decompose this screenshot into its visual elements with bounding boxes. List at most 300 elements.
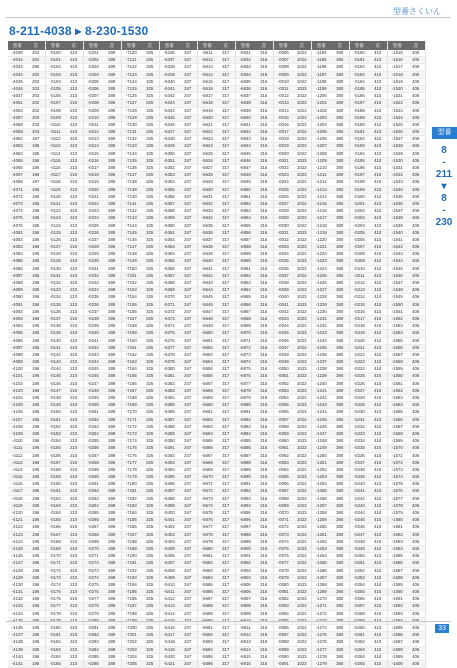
table-row	[46, 316, 83, 323]
page-ref: 406	[412, 165, 420, 170]
table-row	[274, 424, 311, 431]
table-row	[236, 560, 273, 567]
model-number: -5649	[201, 323, 213, 329]
table-row	[312, 79, 349, 86]
table-row	[84, 208, 121, 215]
page-ref: 316	[260, 308, 268, 314]
page-ref: 316	[260, 100, 268, 106]
model-number: -0172	[49, 567, 61, 573]
table-row	[84, 187, 121, 194]
page-ref: 196	[32, 660, 40, 666]
page-ref: 406	[412, 222, 420, 228]
page-ref: 210	[70, 272, 78, 278]
table-row	[274, 503, 311, 510]
page-ref: 196	[32, 553, 40, 559]
table-row	[350, 151, 387, 158]
model-number: -1248	[315, 438, 327, 444]
table-row	[388, 251, 425, 258]
table-row	[46, 215, 83, 222]
table-row	[84, 589, 121, 596]
table-row	[122, 237, 159, 244]
page-ref: 410	[374, 100, 382, 106]
table-row	[274, 352, 311, 359]
model-number: -0036	[277, 265, 289, 271]
table-row	[84, 194, 121, 201]
table-row	[160, 230, 197, 237]
page-ref: 317	[222, 589, 230, 595]
page-ref: 1023	[296, 639, 307, 645]
table-row	[236, 251, 273, 258]
page-ref: 289	[108, 57, 116, 63]
table-row	[8, 438, 45, 445]
page-ref: 380	[336, 85, 344, 91]
page-ref: 317	[222, 625, 230, 630]
column-header	[198, 41, 235, 50]
table-row	[122, 517, 159, 524]
page-ref: 210	[70, 337, 78, 343]
page-ref: 347	[184, 136, 192, 142]
model-number: -5342	[163, 93, 175, 99]
table-row	[350, 294, 387, 301]
model-number: -1207	[315, 143, 327, 149]
model-number: -0263	[353, 646, 365, 652]
model-number: -5656	[201, 373, 213, 379]
table-row	[8, 654, 45, 661]
page-ref: 380	[336, 200, 344, 206]
model-number: -5352	[163, 165, 175, 170]
model-number: -0277	[87, 596, 99, 602]
model-number: -5412	[163, 596, 175, 602]
page-ref: 347	[184, 524, 192, 530]
model-number: -6873	[239, 351, 251, 357]
table-row	[274, 194, 311, 201]
page-ref: 406	[412, 337, 420, 343]
page-ref: 347	[184, 438, 192, 444]
page-ref: 406	[412, 136, 420, 142]
page-ref: 347	[184, 50, 192, 55]
page-ref: 347	[184, 85, 192, 91]
table-row	[274, 179, 311, 186]
page-ref: 347	[184, 510, 192, 515]
model-number: -0138	[49, 323, 61, 329]
page-ref: 406	[412, 653, 420, 659]
model-number: -0206	[87, 85, 99, 91]
model-number: -0234	[87, 287, 99, 293]
table-row	[46, 79, 83, 86]
model-number: -6880	[239, 402, 251, 408]
table-row	[312, 359, 349, 366]
page-ref: 196	[32, 236, 40, 242]
page-ref: 380	[336, 466, 344, 472]
page-ref: 196	[32, 344, 40, 350]
table-row	[312, 460, 349, 467]
page-ref: 406	[412, 373, 420, 379]
table-row	[122, 258, 159, 265]
model-number: -5665	[201, 438, 213, 444]
model-number: -0216	[87, 157, 99, 163]
page-ref: 316	[260, 387, 268, 393]
model-number: -7178	[125, 466, 137, 472]
page-ref: 316	[260, 208, 268, 214]
model-number: -6856	[239, 229, 251, 235]
page-ref: 210	[70, 395, 78, 400]
page-ref: 347	[184, 165, 192, 170]
model-number: -5619	[201, 107, 213, 113]
table-row	[274, 417, 311, 424]
page-ref: 196	[32, 366, 40, 372]
model-number: -0166	[49, 524, 61, 530]
table-row	[160, 460, 197, 467]
table-row	[122, 273, 159, 280]
model-number: -7198	[125, 610, 137, 616]
page-ref: 196	[32, 244, 40, 250]
model-number: -5639	[201, 251, 213, 257]
table-row	[236, 654, 273, 661]
page-ref: 289	[108, 639, 116, 645]
page-ref: 347	[184, 251, 192, 257]
table-row	[46, 50, 83, 57]
table-row	[122, 100, 159, 107]
page-ref: 347	[184, 596, 192, 602]
page-ref: 325	[146, 315, 154, 321]
model-number: -0025	[277, 186, 289, 192]
page-ref: 380	[336, 567, 344, 573]
table-row	[8, 64, 45, 71]
model-number: -4139	[11, 646, 23, 652]
table-row	[274, 596, 311, 603]
table-row	[84, 661, 121, 668]
model-number: -1545	[391, 265, 403, 271]
table-row	[8, 151, 45, 158]
model-number: -0007	[277, 57, 289, 63]
model-number: -0177	[49, 603, 61, 609]
page-ref: 289	[108, 93, 116, 99]
page-ref: 289	[108, 567, 116, 573]
table-row	[312, 237, 349, 244]
table-row	[388, 460, 425, 467]
model-number: -0242	[353, 495, 365, 501]
table-row	[46, 431, 83, 438]
page-ref: 406	[412, 517, 420, 523]
page-ref: 317	[222, 229, 230, 235]
page-ref: 196	[32, 517, 40, 523]
model-number: -0233	[353, 430, 365, 436]
model-number: -5403	[163, 531, 175, 537]
model-number: -0127	[49, 244, 61, 250]
page-ref: 289	[108, 409, 116, 415]
model-number: -0039	[277, 287, 289, 293]
model-number: -4134	[11, 610, 23, 616]
model-number: -6845	[239, 150, 251, 156]
table-row	[350, 108, 387, 115]
table-row	[388, 57, 425, 64]
page-ref: 406	[412, 545, 420, 551]
model-number: -0121	[49, 200, 61, 206]
page-ref: 347	[184, 258, 192, 264]
model-number: -6903	[239, 567, 251, 573]
table-row	[46, 323, 83, 330]
model-number: -0072	[277, 524, 289, 530]
column-header-label: 型番	[126, 43, 136, 48]
table-row	[350, 244, 387, 251]
page-ref: 406	[412, 251, 420, 257]
page-ref: 1023	[296, 265, 307, 271]
page-ref: 347	[184, 553, 192, 559]
table-row	[84, 323, 121, 330]
model-number: -4140	[11, 653, 23, 659]
table-row	[236, 568, 273, 575]
model-number: -0251	[353, 560, 365, 566]
page-ref: 317	[222, 416, 230, 422]
table-row	[122, 488, 159, 495]
page-ref: 410	[374, 474, 382, 480]
model-number: -1562	[391, 387, 403, 393]
model-number: -0191	[353, 129, 365, 135]
page-ref: 317	[222, 208, 230, 214]
model-number: -6849	[239, 179, 251, 185]
model-number: -1258	[315, 510, 327, 515]
table-row	[198, 143, 235, 150]
page-ref: 347	[184, 150, 192, 156]
table-row	[198, 388, 235, 395]
model-number: -5374	[163, 323, 175, 329]
page-ref: 196	[32, 445, 40, 451]
table-row	[312, 625, 349, 632]
model-number: -5346	[163, 121, 175, 127]
page-ref: 316	[260, 524, 268, 530]
table-row	[350, 230, 387, 237]
table-row	[84, 524, 121, 531]
side-index-tab[interactable]: 型番	[432, 127, 457, 139]
model-number: -1581	[391, 524, 403, 530]
page-ref: 406	[412, 272, 420, 278]
model-number: -5654	[201, 359, 213, 365]
model-number: -0178	[49, 610, 61, 616]
table-row	[84, 108, 121, 115]
table-row	[236, 639, 273, 646]
model-number: -0129	[49, 258, 61, 264]
table-row	[122, 546, 159, 553]
page-ref: 347	[184, 567, 192, 573]
page-ref: 210	[70, 251, 78, 257]
table-row	[198, 417, 235, 424]
table-row	[122, 553, 159, 560]
side-range-line: 230	[435, 217, 453, 228]
table-row	[274, 223, 311, 230]
model-number: -1234	[315, 337, 327, 343]
model-number: -4102	[11, 380, 23, 386]
table-row	[312, 661, 349, 668]
model-number: -1264	[315, 553, 327, 559]
page-ref: 1023	[296, 402, 307, 408]
page-ref: 406	[412, 610, 420, 616]
table-row	[122, 136, 159, 143]
table-row	[84, 438, 121, 445]
table-row	[388, 467, 425, 474]
table-row	[8, 215, 45, 222]
table-row	[312, 467, 349, 474]
model-number: -7174	[125, 438, 137, 444]
table-row	[160, 323, 197, 330]
table-row	[8, 72, 45, 79]
page-ref: 196	[32, 603, 40, 609]
table-row	[236, 603, 273, 610]
page-ref: 1023	[296, 409, 307, 415]
page-ref: 316	[260, 589, 268, 595]
column-header-label: 頁	[223, 43, 228, 48]
page-ref: 406	[412, 294, 420, 300]
table-row	[274, 72, 311, 79]
page-ref: 210	[70, 524, 78, 530]
table-row	[350, 316, 387, 323]
page-ref: 1023	[296, 93, 307, 99]
page-ref: 316	[260, 229, 268, 235]
table-row	[8, 503, 45, 510]
table-row	[350, 431, 387, 438]
page-ref: 325	[146, 481, 154, 487]
model-number: -1247	[315, 430, 327, 436]
table-row	[46, 136, 83, 143]
model-number: -6888	[239, 459, 251, 465]
table-row	[122, 575, 159, 582]
table-row	[198, 481, 235, 488]
model-number: -0184	[49, 653, 61, 659]
table-row	[160, 539, 197, 546]
table-row	[198, 373, 235, 380]
model-number: -0124	[49, 222, 61, 228]
table-row	[122, 460, 159, 467]
model-number: -1219	[315, 229, 327, 235]
page-ref: 380	[336, 179, 344, 185]
page-ref: 406	[412, 632, 420, 638]
model-number: -6848	[239, 172, 251, 178]
page-ref: 380	[336, 545, 344, 551]
table-row	[160, 546, 197, 553]
model-number: -1579	[391, 510, 403, 515]
page-ref: 325	[146, 229, 154, 235]
page-ref: 380	[336, 78, 344, 84]
table-row	[160, 467, 197, 474]
model-number: -0263	[87, 495, 99, 501]
model-number: -1239	[315, 373, 327, 379]
page-ref: 347	[184, 632, 192, 638]
model-number: -0256	[353, 596, 365, 602]
table-row	[160, 409, 197, 416]
model-number: -4095	[11, 330, 23, 336]
page-ref: 289	[108, 646, 116, 652]
page-ref: 196	[32, 545, 40, 551]
model-number: -1591	[391, 596, 403, 602]
table-row	[8, 237, 45, 244]
table-row	[312, 208, 349, 215]
page-ref: 210	[70, 553, 78, 559]
model-number: -1549	[391, 294, 403, 300]
page-ref: 317	[222, 545, 230, 551]
page-ref: 316	[260, 459, 268, 465]
page-ref: 380	[336, 351, 344, 357]
page-ref: 317	[222, 344, 230, 350]
table-row	[312, 611, 349, 618]
page-ref: 1023	[296, 272, 307, 278]
table-row	[84, 496, 121, 503]
table-row	[388, 129, 425, 136]
table-row	[122, 409, 159, 416]
model-number: -0271	[87, 553, 99, 559]
table-row	[46, 237, 83, 244]
table-row	[198, 158, 235, 165]
table-row	[122, 172, 159, 179]
table-row	[274, 481, 311, 488]
table-row	[198, 431, 235, 438]
model-number: -1256	[315, 495, 327, 501]
page-ref: 380	[336, 416, 344, 422]
table-row	[8, 258, 45, 265]
model-number: -0109	[49, 114, 61, 120]
table-row	[122, 86, 159, 93]
table-row	[236, 488, 273, 495]
page-ref: 325	[146, 71, 154, 77]
model-number: -0199	[353, 186, 365, 192]
table-row	[84, 93, 121, 100]
table-row	[350, 251, 387, 258]
page-ref: 380	[336, 129, 344, 135]
column-header-label: 頁	[375, 43, 380, 48]
table-row	[198, 632, 235, 639]
model-number: -5622	[201, 129, 213, 135]
table-row	[8, 129, 45, 136]
page-ref: 325	[146, 200, 154, 206]
table-row	[274, 539, 311, 546]
table-row	[388, 373, 425, 380]
page-ref: 289	[108, 208, 116, 214]
table-row	[122, 309, 159, 316]
page-ref: 410	[374, 244, 382, 250]
model-number: -1228	[315, 294, 327, 300]
page-ref: 410	[374, 459, 382, 465]
model-number: -7132	[125, 136, 137, 142]
page-ref: 1023	[296, 107, 307, 113]
model-number: -0222	[353, 351, 365, 357]
model-number: -5373	[163, 315, 175, 321]
table-row	[8, 223, 45, 230]
table-row	[198, 179, 235, 186]
table-row	[8, 201, 45, 208]
model-number: -0128	[49, 251, 61, 257]
page-ref: 289	[108, 265, 116, 271]
page-ref: 210	[70, 459, 78, 465]
model-number: -1523	[391, 107, 403, 113]
table-row	[122, 568, 159, 575]
page-ref: 289	[108, 244, 116, 250]
model-number: -4081	[11, 229, 23, 235]
table-row	[274, 467, 311, 474]
model-number: -5611	[201, 50, 213, 55]
model-number: -7136	[125, 165, 137, 170]
model-number: -0232	[87, 272, 99, 278]
table-row	[350, 524, 387, 531]
page-ref: 1023	[296, 596, 307, 602]
model-number: -5675	[201, 510, 213, 515]
model-number: -0221	[353, 344, 365, 350]
page-ref: 406	[412, 208, 420, 214]
page-ref: 289	[108, 157, 116, 163]
model-number: -0248	[353, 538, 365, 544]
table-row	[312, 230, 349, 237]
model-number: -6914	[239, 646, 251, 652]
model-number: -4096	[11, 337, 23, 343]
model-number: -6889	[239, 466, 251, 472]
model-number: -0200	[353, 193, 365, 199]
